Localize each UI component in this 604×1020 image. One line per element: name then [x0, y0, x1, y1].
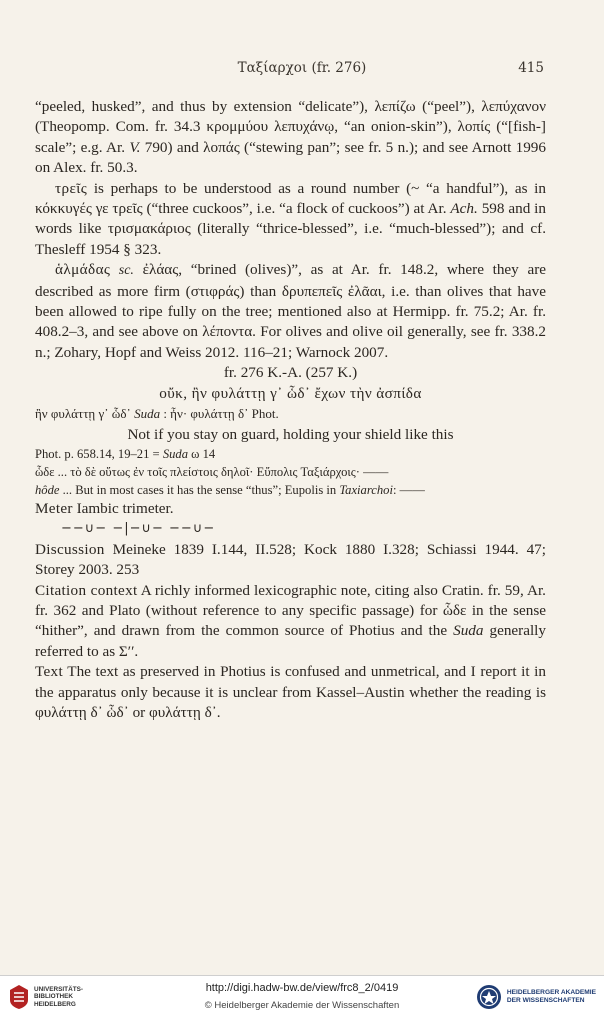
source-greek: ὧδε ... τὸ δὲ οὕτως ἐν τοῖς πλείστοις δηλοῖ· Εὔπολις Ταξιάρχοις· ——	[35, 464, 389, 479]
critical-apparatus: ἢν φυλάττῃ γ᾽ ὧδ᾽ Suda : ἦν· φυλάττῃ δ᾽ Phot.	[35, 406, 279, 422]
discussion-section: Discussion Meineke 1839 I.144, II.528; Kock 1880 I.328; Schiassi 1944. 47; Storey 2003. 253	[35, 540, 546, 579]
permalink[interactable]: http://digi.hadw-bw.de/view/frc8_2/0419	[205, 982, 399, 994]
lemma-halmadas: ἁλμάδας	[55, 261, 111, 279]
lemma-treis: τρεῖς	[55, 179, 88, 197]
meter-section: Meter Iambic trimeter.	[35, 499, 174, 517]
copyright-notice: © Heidelberger Akademie der Wissenschaften	[204, 1000, 400, 1011]
fragment-greek-text: οὔκ, ἢν φυλάττῃ γ᾽ ὧδ᾽ ἔχων τὴν ἀσπίδα	[159, 384, 422, 402]
fragment-heading: fr. 276 K.-A. (257 K.)	[223, 364, 358, 382]
paragraph-treis: τρεῖς is perhaps to be understood as a round number (~ “a handful”), as in κόκκυγές γε τρεῖς (“three cuckoos”, i.e. “a flock of cuckoos”) at Ar. Ach. 598 and in words like τρισμακάριος (literally “thrice-blessed”, i.e. “much-blessed”); and cf. Thesleff 1954 § 323.	[35, 179, 546, 258]
page-number: 415	[518, 60, 544, 76]
paragraph-halmadas: ἁλμάδας sc. ἐλάας, “brined (olives)”, as at Ar. fr. 148.2, where they are described as more firm (στιφράς) than δρυπεπεῖς ἐλᾶαι, i.e. than olives that have been allowed to ripe fully on the tree; mentioned also at Hermipp. fr. 75.2; Ar. fr. 408.2–3, and see above on λέποντα. For olives and olive oil generally, see fr. 338.2 n.; Zohary, Hopf and Weiss 2012. 116–21; Warnock 2007.	[35, 261, 546, 361]
library-name: UNIVERSITÄTS- BIBLIOTHEK HEIDELBERG	[34, 985, 83, 1008]
viewer-footer	[0, 975, 604, 1020]
citation-context-section: Citation context A richly informed lexicographic note, citing also Cratin. fr. 59, Ar. fr. 362 and Plato (without reference to any specific passage) for ὧδε in the sense “hither”, and drawn from the common source of Photius and the Suda generally referred to as Σʹʹ.	[35, 581, 546, 660]
source-translation: hôde ... But in most cases it has the sense “thus”; Eupolis in Taxiarchoi: ——	[35, 482, 425, 497]
academy-seal-icon	[476, 984, 502, 1010]
paragraph-continued: “peeled, husked”, and thus by extension “delicate”), λεπίζω (“peel”), λεπύχανον (Theopomp. Com. fr. 34.3 κρομμύου λεπυχάνῳ, “an onion-skin”), λοπίς (“[fish-] scale”; e.g. Ar. V. 790) and λοπάς (“stewing pan”; see fr. 5 n.); and see Arnott 1996 on Alex. fr. 50.3.	[35, 98, 546, 177]
fragment-translation: Not if you stay on guard, holding your shield like this	[127, 425, 454, 443]
source-citation: Phot. p. 658.14, 19–21 = Suda ω 14	[35, 446, 216, 461]
meter-scheme: −−∪− −|−∪− −−∪−	[61, 521, 216, 537]
academy-name: HEIDELBERGER AKADEMIE DER WISSENSCHAFTEN	[506, 989, 596, 1004]
running-head-title: Ταξίαρχοι (fr. 276)	[237, 60, 367, 76]
commentary-body	[35, 97, 546, 723]
academy-logo-link[interactable]	[476, 984, 596, 1010]
text-section: Text The text as preserved in Photius is confused and unmetrical, and I report it in the apparatus only because it is unclear from Kassel–Austin whether the reading is φυλάττῃ δ᾽ ὧδ᾽ or φυλάττῃ δ᾽.	[35, 663, 546, 721]
